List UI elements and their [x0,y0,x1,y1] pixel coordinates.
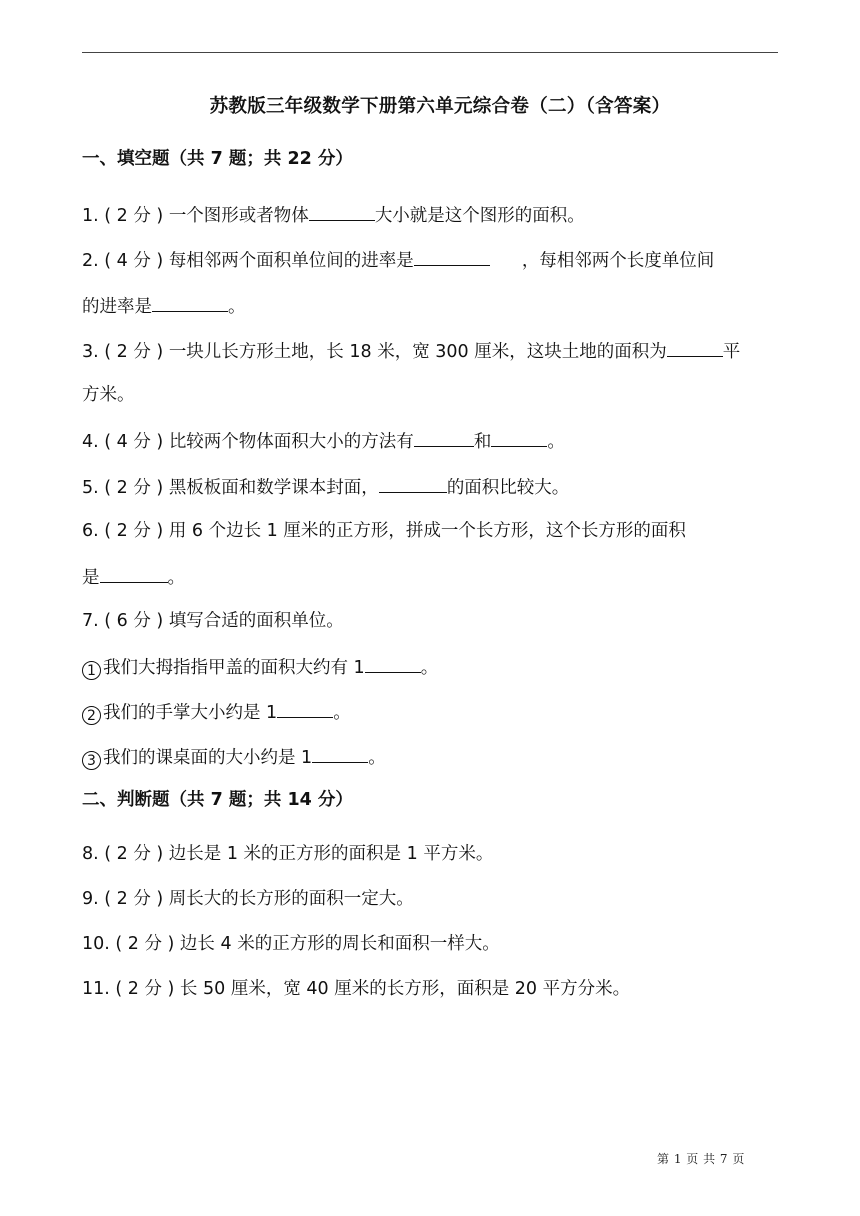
question-2-text-d: 。 [228,297,246,317]
question-5-text-b: 的面积比较大。 [446,478,570,498]
answer-blank[interactable] [309,202,375,221]
question-3-text-a: 一块儿长方形土地，长 18 米，宽 300 厘米，这块土地的面积为 [168,342,667,362]
question-7-prefix: 7. ( 6 分 ) [82,611,169,631]
question-3-continued [82,383,135,407]
question-2 [82,247,714,273]
subitem-2-text-b: 。 [333,703,351,723]
question-6 [82,519,686,543]
question-6-text-a: 用 6 个边长 1 厘米的正方形，拼成一个长方形，这个长方形的面积 [168,521,686,541]
answer-blank[interactable] [491,428,547,447]
question-10: 10. ( 2 分 ) 边长 4 米的正方形的周长和面积一样大。 [82,934,500,954]
question-4-text-b: 和 [473,432,492,452]
question-2-text-b: ，每相邻两个长度单位间 [521,251,715,271]
answer-blank[interactable] [152,293,228,312]
answer-blank[interactable] [312,744,368,763]
answer-blank[interactable] [379,474,447,493]
subitem-1-text-b: 。 [420,658,439,678]
question-1 [82,202,585,228]
question-4-text-c: 。 [547,432,565,452]
answer-blank[interactable] [365,654,421,673]
question-4-prefix: 4. ( 4 分 ) [82,432,169,452]
question-6-prefix: 6. ( 2 分 ) [82,521,169,541]
question-2-prefix: 2. ( 4 分 ) [82,251,169,271]
subitem-1 [82,654,438,680]
answer-blank[interactable] [414,428,474,447]
question-2-continued [82,293,246,319]
subitem-2-text-a: 我们的手掌大小约是 1 [103,703,278,723]
document-title: 苏教版三年级数学下册第六单元综合卷（二）（含答案） [209,96,671,117]
question-5-text-a: 黑板板面和数学课本封面， [168,478,379,498]
question-7-text: 填写合适的面积单位。 [168,611,344,631]
question-2-text-c: 的进率是 [82,297,152,317]
subitem-3-text-b: 。 [368,748,386,768]
answer-blank[interactable] [667,338,723,357]
question-11: 11. ( 2 分 ) 长 50 厘米，宽 40 厘米的长方形，面积是 20 平方分米。 [82,979,631,999]
question-3-prefix: 3. ( 2 分 ) [82,342,169,362]
question-3 [82,338,740,364]
question-3-text-c: 方米。 [82,385,135,405]
answer-blank[interactable] [277,699,333,718]
circled-number: 1 [82,661,101,680]
question-2-text-a: 每相邻两个面积单位间的进率是 [168,251,414,271]
circled-number: 2 [82,706,101,725]
header-rule [82,52,778,53]
question-1-prefix: 1. ( 2 分 ) [82,206,169,226]
subitem-3-text-a: 我们的课桌面的大小约是 1 [103,748,313,768]
question-4 [82,428,565,454]
subitem-2 [82,699,351,725]
question-6-text-b: 是 [82,568,100,588]
subitem-3 [82,744,386,770]
subitem-1-text-a: 我们大拇指指甲盖的面积大约有 1 [103,658,365,678]
question-8: 8. ( 2 分 ) 边长是 1 米的正方形的面积是 1 平方米。 [82,844,494,864]
section-heading-true-false: 二、判断题（共 7 题；共 14 分） [82,790,353,810]
circled-number: 3 [82,751,101,770]
question-6-continued [82,564,185,590]
section-heading-fill-in: 一、填空题（共 7 题；共 22 分） [82,149,353,169]
question-5-prefix: 5. ( 2 分 ) [82,478,169,498]
question-5 [82,474,569,500]
question-6-text-c: 。 [167,568,185,588]
question-1-text-b: 大小就是这个图形的面积。 [374,206,585,226]
question-3-text-b: 平 [722,342,741,362]
answer-blank[interactable] [100,564,168,583]
question-9: 9. ( 2 分 ) 周长大的长方形的面积一定大。 [82,889,414,909]
question-7 [82,609,344,633]
question-1-text-a: 一个图形或者物体 [168,206,309,226]
question-4-text-a: 比较两个物体面积大小的方法有 [168,432,414,452]
page-footer: 第 1 页 共 7 页 [657,1152,745,1166]
answer-blank[interactable] [414,247,490,266]
